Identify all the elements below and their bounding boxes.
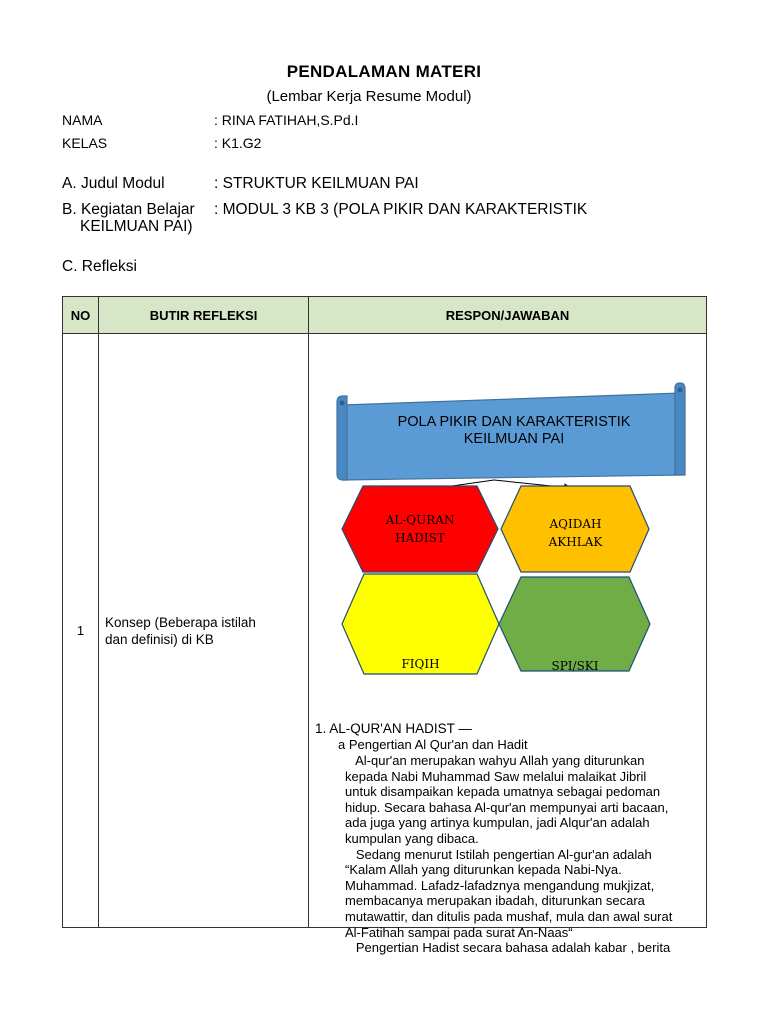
hex-label-spi-ski: SPI/SKI xyxy=(551,659,599,673)
table-row xyxy=(63,334,707,928)
document-title: PENDALAMAN MATERI xyxy=(286,62,482,81)
content-line: mutawattir, dan ditulis pada mushaf, mula dan awal surat xyxy=(345,908,673,924)
section-a-value: : STRUKTUR KEILMUAN PAI xyxy=(214,175,419,192)
content-line: Al-Fatihah sampai pada surat An-Naas“ xyxy=(345,924,573,940)
butir-line-2: dan definisi) di KB xyxy=(105,631,214,647)
table-header-row xyxy=(63,297,707,334)
row-butir xyxy=(99,334,309,928)
butir-line-1: Konsep (Beberapa istilah xyxy=(105,614,256,630)
content-line: membacanya merupakan ibadah, diturunkan secara xyxy=(345,893,645,909)
nama-value: : RINA FATIHAH,S.Pd.I xyxy=(214,112,359,128)
hex-label-aqidah-akhlak xyxy=(521,513,630,553)
header-respon: RESPON/JAWABAN xyxy=(309,297,707,334)
banner-title-line-2: KEILMUAN PAI xyxy=(463,431,565,447)
hex2-line-2: AKHLAK xyxy=(548,535,603,549)
hex2-line-1: AQIDAH xyxy=(549,517,602,531)
kelas-label: KELAS xyxy=(62,135,108,151)
document-subtitle: (Lembar Kerja Resume Modul) xyxy=(266,88,472,105)
banner-title xyxy=(349,414,679,448)
hex-label-quran-hadist xyxy=(363,509,477,549)
section-b-value-cont: KEILMUAN PAI) xyxy=(80,218,193,235)
reflection-table xyxy=(62,296,707,956)
content-line: untuk disampaikan kepada umatnya sebagai pedoman xyxy=(345,784,661,800)
content-line: ada juga yang artinya kumpulan, jadi Alqur'an adalah xyxy=(345,815,650,831)
section-a-label: A. Judul Modul xyxy=(62,175,165,192)
content-paragraph xyxy=(345,753,672,956)
content-line: Muhammad. Lafadz-lafadznya mengandung mukjizat, xyxy=(345,877,655,893)
content-item-1: 1. AL-QUR'AN HADIST — xyxy=(315,721,472,736)
content-line: “Kalam Allah yang diturunkan kepada Nabi-Nya. xyxy=(345,862,622,878)
content-line: Pengertian Hadist secara bahasa adalah kabar , berita xyxy=(345,940,671,956)
section-c-label: C. Refleksi xyxy=(62,258,137,275)
content-line: kepada Nabi Muhammad Saw melalui malaikat Jibril xyxy=(345,768,647,784)
hex-label-fiqih: FIQIH xyxy=(401,657,440,671)
content-line: kumpulan yang dibaca. xyxy=(345,830,479,846)
content-line: Sedang menurut Istilah pengertian Al-gur'an adalah xyxy=(345,846,652,862)
content-sub-a: a Pengertian Al Qur'an dan Hadit xyxy=(338,737,528,752)
nama-label: NAMA xyxy=(62,112,103,128)
section-b-label: B. Kegiatan Belajar xyxy=(62,201,195,218)
row-respon xyxy=(309,334,707,956)
section-b-value: : MODUL 3 KB 3 (POLA PIKIR DAN KARAKTERISTIK xyxy=(214,201,588,218)
content-line: hidup. Secara bahasa Al-qur'an mempunyai arti bacaan, xyxy=(345,799,669,815)
header-butir: BUTIR REFLEKSI xyxy=(99,297,309,334)
banner-title-line-1: POLA PIKIR DAN KARAKTERISTIK xyxy=(397,414,631,430)
kelas-value: : K1.G2 xyxy=(214,135,262,151)
content-line: Al-qur'an merupakan wahyu Allah yang diturunkan xyxy=(345,753,645,768)
hex1-line-2: HADIST xyxy=(395,531,445,545)
header-no: NO xyxy=(63,297,99,334)
hex1-line-1: AL-QURAN xyxy=(385,513,455,527)
row-no: 1 xyxy=(63,334,99,928)
